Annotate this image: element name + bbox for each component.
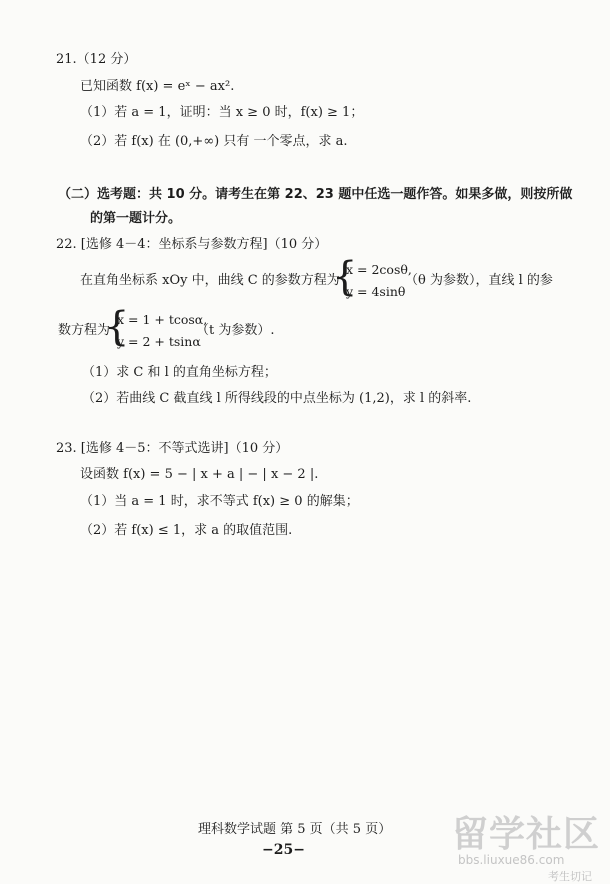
q22-curve-brace: { <box>332 254 358 300</box>
section2-instruction-line2: 的第一题计分。 <box>90 211 182 226</box>
q22-line-eq1: x = 1 + tcosα, <box>117 312 208 327</box>
watermark-url: bbs.liuxue86.com <box>458 853 565 867</box>
q22-line-brace: { <box>104 304 130 350</box>
q22-curve-eq1: x = 2cosθ, <box>346 262 412 277</box>
q22-curve-eq2: y = 4sinθ <box>346 284 406 299</box>
q23-part2: （2）若 f(x) ≤ 1，求 a 的取值范围. <box>80 523 293 538</box>
q23-given: 设函数 f(x) = 5 − | x + a | − | x − 2 |. <box>80 467 319 482</box>
q23-heading: 23. [选修 4－5：不等式选讲]（10 分） <box>56 441 289 456</box>
q22-line-eq2: y = 2 + tsinα <box>117 334 201 349</box>
footer-page-number: −25− <box>262 842 305 858</box>
q21-part1: （1）若 a = 1，证明：当 x ≥ 0 时，f(x) ≥ 1； <box>80 105 364 120</box>
q22-heading: 22. [选修 4－4：坐标系与参数方程]（10 分） <box>56 237 328 252</box>
q22-part2: （2）若曲线 C 截直线 l 所得线段的中点坐标为 (1,2)，求 l 的斜率. <box>82 391 472 406</box>
watermark-logo: 留学社区 <box>452 814 601 855</box>
q22-line-note: （t 为参数）. <box>196 323 275 338</box>
q21-part2: （2）若 f(x) 在 (0,+∞) 只有 一个零点，求 a. <box>80 134 348 149</box>
q22-line-prefix: 数方程为 <box>58 323 111 338</box>
footer-title: 理科数学试题 第 5 页（共 5 页） <box>198 822 392 837</box>
q21-heading: 21.（12 分） <box>56 52 137 67</box>
section2-instruction-line1: （二）选考题：共 10 分。请考生在第 22、23 题中任选一题作答。如果多做，则按所做 <box>58 187 573 202</box>
corner-stamp: 考生切记 <box>548 870 592 883</box>
q22-intro: 在直角坐标系 xOy 中，曲线 C 的参数方程为 <box>80 273 340 288</box>
q22-part1: （1）求 C 和 l 的直角坐标方程； <box>82 365 277 380</box>
q22-curve-note: （θ 为参数），直线 l 的参 <box>405 273 553 288</box>
q21-given: 已知函数 f(x) = eˣ − ax². <box>80 79 235 94</box>
q23-part1: （1）当 a = 1 时，求不等式 f(x) ≥ 0 的解集； <box>80 494 359 509</box>
